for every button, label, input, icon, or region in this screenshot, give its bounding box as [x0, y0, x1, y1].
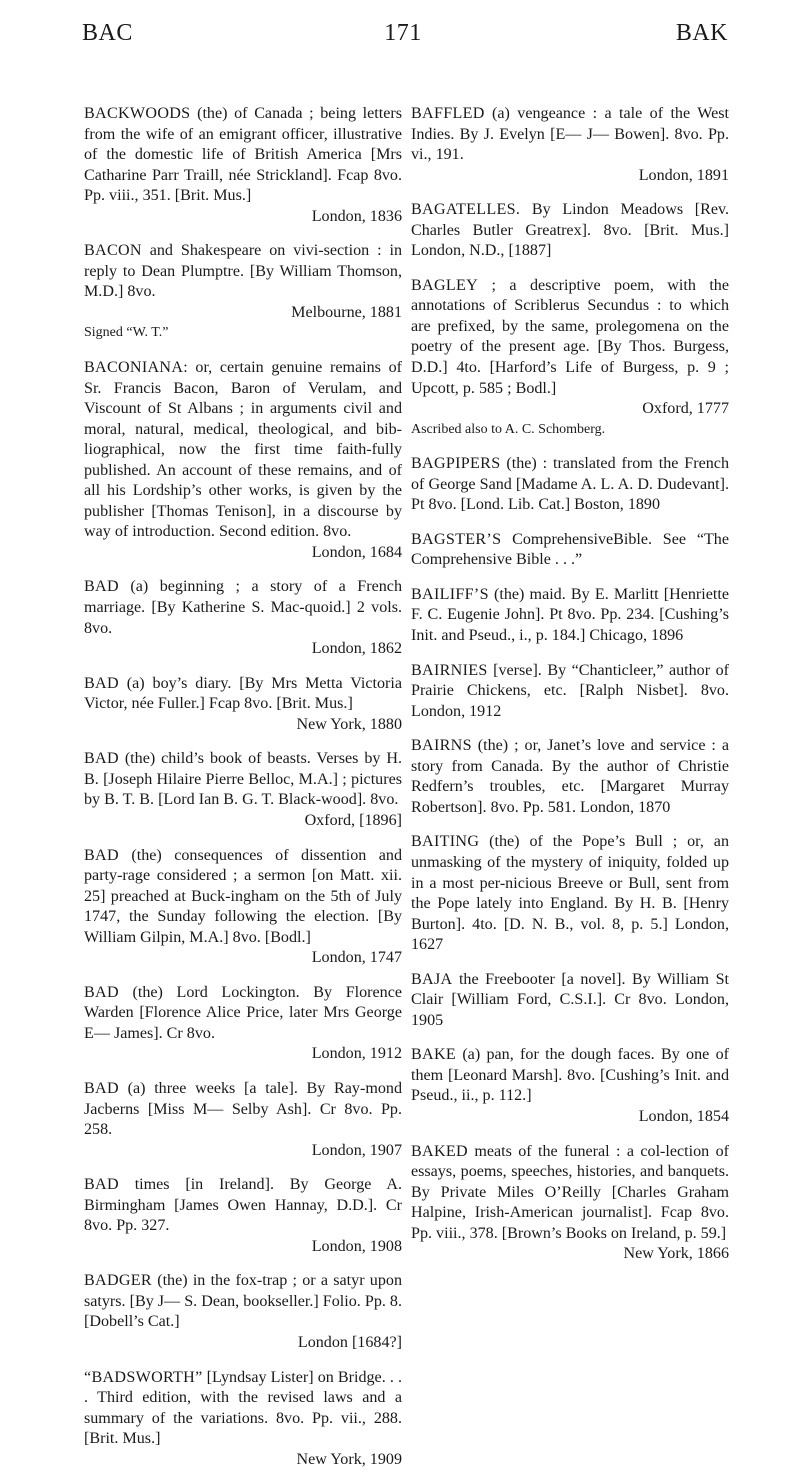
entry-imprint: Oxford, [1896] [304, 811, 402, 829]
left-column [84, 104, 402, 1484]
entry-text [84, 104, 402, 207]
bibliography-entry [411, 200, 729, 262]
entry-body: times [in Ireland]. By George A. Birmingham [James Owen Hannay, D.D.]. Cr 8vo. Pp. 327. [84, 1176, 402, 1235]
bibliography-entry [411, 970, 729, 1032]
bibliography-entry [411, 1045, 729, 1127]
entry-headword: BACONIANA [84, 359, 184, 377]
entry-body: (a) pan, for the dough faces. By one of them [Leonard Marsh]. 8vo. [Cushing’s Init. and Pseud., ii., p. 112.] [411, 1046, 729, 1105]
bibliography-entry [84, 1271, 402, 1353]
entry-headword: BAKED [411, 1142, 468, 1160]
bibliography-entry [84, 983, 402, 1065]
entry-body: (the) in the fox-trap ; or a satyr upon satyrs. [By J— S. Dean, bookseller.] Folio. Pp. 8. [Dobell’s Cat.] [84, 1272, 402, 1331]
bibliography-entry [84, 1175, 402, 1257]
entry-headword: BAIRNIES [411, 661, 488, 679]
bibliography-entry [84, 674, 402, 736]
entry-headword: BAITING [411, 833, 480, 851]
bibliography-entry [84, 358, 402, 563]
entry-headword: BAGATELLES. [411, 201, 521, 219]
entry-headword: BAJA [411, 970, 453, 988]
entry-text [411, 832, 729, 955]
bibliography-entry [411, 454, 729, 516]
running-header [78, 20, 728, 60]
entry-headword: BAGPIPERS [411, 455, 501, 473]
entry-imprint: London [1684?] [297, 1333, 402, 1351]
header-left-key: BAC [82, 20, 133, 46]
entry-body: ; a descriptive poem, with the annotations of Scriblerus Secundus : to which are prefixed, by the same, prolegomena on the poetry of the present age. [By Thos. Burgess, D.D.] 4to. [Harford’s Life of Burgess, p. 9 ; Upcott, p. 585 ; Bodl.] [411, 276, 729, 397]
entry-body: : or, certain genuine remains of Sr. Francis Bacon, Baron of Verulam, and Viscount of St Albans ; in arguments civil and moral, natural, medical, theological, and bib-liographical, now the first time faith-fully published. An account of these remains, and of all his Lordship’s other works, is given by the publisher [Thomas Tenison], in a discourse by way of introduction. Second edition. 8vo. [84, 359, 402, 541]
entry-imprint: New York, 1909 [296, 1450, 402, 1468]
entry-body: (the) : translated from the French of George Sand [Madame A. L. A. D. Dudevant]. Pt 8vo. [Lond. Lib. Cat.] Boston, 1890 [411, 455, 729, 514]
entry-headword: BADGER [84, 1272, 152, 1290]
entry-headword: “BADSWORTH” [84, 1368, 203, 1386]
entry-body: ComprehensiveBible. See “The Comprehensive Bible . . .” [411, 530, 729, 569]
entry-body: (a) vengeance : a tale of the West Indies. By J. Evelyn [E— J— Bowen]. 8vo. Pp. vi., 191. [411, 105, 729, 164]
bibliography-entry [411, 832, 729, 955]
entry-body: (the) ; or, Janet’s love and service : a story from Canada. By the author of Christie Redfern’s troubles, etc. [Margaret Murray Robertson]. 8vo. Pp. 581. London, 1870 [411, 737, 729, 816]
entry-body: (the) maid. By E. Marlitt [Henriette F. C. Eugenie John]. Pt 8vo. Pp. 234. [Cushing’s Init. and Pseud., i., p. 184.] Chicago, 1896 [411, 585, 729, 645]
bibliography-entry [411, 276, 729, 440]
entry-imprint: London, 1907 [311, 1141, 402, 1159]
entry-headword: BAD [84, 578, 119, 596]
entry-text [411, 276, 729, 399]
entry-imprint: London, 1908 [311, 1237, 402, 1255]
bibliography-entry [411, 585, 729, 647]
entry-body: (the) child’s book of beasts. Verses by H. B. [Joseph Hilaire Pierre Belloc, M.A.] ; pictures by B. T. B. [Lord Ian B. G. T. Black-wood]. 8vo. [84, 750, 402, 809]
page-number: 171 [384, 20, 422, 46]
entry-headword: BAD [84, 846, 119, 864]
entry-text [411, 1045, 729, 1107]
entry-headword: BACKWOODS [84, 105, 191, 122]
entry-text [411, 661, 729, 723]
header-right-key: BAK [675, 20, 728, 46]
entry-headword: BAD [84, 750, 119, 768]
entry-text [84, 674, 402, 715]
entry-headword: BAD [84, 674, 119, 692]
entry-body: (the) consequences of dissention and party-rage considered ; a sermon [on Matt. xii. 25] preached at Buck-ingham on the 5th of July 1747, the Sunday following the election. [By William Gilpin, M.A.] 8vo. [Bodl.] [84, 846, 402, 946]
entry-headword: BAGSTER’S [411, 530, 502, 548]
entry-text [84, 1079, 402, 1141]
entry-body: meats of the funeral : a col-lection of essays, poems, speeches, histories, and banquets. By Private Miles O’Reilly [Charles Graham Halpine, Irish-American journalist]. Fcap 8vo. Pp. viii., 378. [Brown’s Books on Ireland, p. 59.] [411, 1142, 729, 1242]
entry-headword: BAD [84, 983, 119, 1001]
entry-imprint: London, 1862 [311, 640, 402, 658]
bibliography-entry [84, 104, 402, 227]
entry-body: By Lindon Meadows [Rev. Charles Butler Greatrex]. 8vo. [Brit. Mus.] London, N.D., [1887] [411, 201, 729, 260]
entry-text [411, 454, 729, 516]
entry-headword: BAFFLED [411, 105, 485, 122]
entry-imprint: London, 1684 [311, 543, 402, 561]
entry-text [84, 983, 402, 1045]
bibliography-entry [411, 661, 729, 723]
entry-text [411, 1142, 729, 1245]
entry-imprint: London, 1836 [311, 207, 402, 225]
entry-body: (the) of Canada ; being letters from the wife of an emigrant officer, illustrative of the domestic life of British America [Mrs Catharine Parr Traill, née Strickland]. Fcap 8vo. Pp. viii., 351. [Brit. Mus.] [84, 105, 402, 205]
bibliography-entry [84, 1368, 402, 1471]
entry-text [84, 577, 402, 639]
entry-body: [verse]. By “Chanticleer,” author of Prairie Chickens, etc. [Ralph Nisbet]. 8vo. London, 1912 [411, 661, 729, 720]
bibliography-entry [84, 749, 402, 831]
entry-text [84, 358, 402, 543]
entry-body: (a) beginning ; a story of a French marriage. [By Katherine S. Mac-quoid.] 2 vols. 8vo. [84, 578, 402, 637]
entry-headword: BAD [84, 1176, 119, 1194]
entry-note: Signed “W. T.” [84, 325, 169, 341]
entry-headword: BAIRNS [411, 737, 472, 755]
entry-text [411, 585, 729, 647]
entry-imprint: London, 1912 [311, 1045, 402, 1063]
bibliography-entry [84, 846, 402, 969]
bibliography-entry [411, 736, 729, 818]
entry-text [411, 104, 729, 166]
entry-body: (the) of the Pope’s Bull ; or, an unmasking of the mystery of iniquity, folded up in a most per-nicious Breeve or Bull, sent from the Pope lately into England. By H. B. [Henry Burton]. 4to. [D. N. B., vol. 8, p. 5.] London, 1627 [411, 833, 729, 954]
entry-headword: BAILIFF’S [411, 585, 489, 603]
entry-headword: BAKE [411, 1046, 457, 1064]
entry-headword: BAD [84, 1079, 119, 1097]
entry-imprint: Oxford, 1777 [642, 400, 729, 418]
entry-text [411, 970, 729, 1032]
entry-body: (a) three weeks [a tale]. By Ray-mond Jacberns [Miss M— Selby Ash]. Cr 8vo. Pp. 258. [84, 1079, 402, 1139]
bibliography-entry [411, 104, 729, 186]
entry-text [411, 530, 729, 571]
entry-imprint: New York, 1866 [623, 1245, 729, 1263]
entry-imprint: London, 1891 [638, 166, 729, 184]
entry-body: (a) boy’s diary. [By Mrs Metta Victoria Victor, née Fuller.] Fcap 8vo. [Brit. Mus.] [84, 674, 402, 713]
entry-body: the Freebooter [a novel]. By William St Clair [William Ford, C.S.I.]. Cr 8vo. London, 1905 [411, 970, 729, 1029]
bibliography-entry [411, 1142, 729, 1265]
entry-text [84, 1175, 402, 1237]
entry-imprint: New York, 1880 [296, 715, 402, 733]
entry-text [84, 846, 402, 949]
entry-body: [Lyndsay Lister] on Bridge. . . . Third edition, with the revised laws and a summary of the variations. 8vo. Pp. vii., 288. [Brit. Mus.] [84, 1368, 402, 1448]
entry-note: Ascribed also to A. C. Schomberg. [411, 421, 606, 437]
entry-text [84, 241, 402, 303]
entry-imprint: London, 1854 [638, 1107, 729, 1125]
entry-headword: BAGLEY [411, 276, 479, 294]
entry-text [84, 1368, 402, 1450]
entry-text [84, 749, 402, 811]
bibliography-entry [84, 241, 402, 344]
bibliography-entry [84, 1079, 402, 1161]
entry-imprint: London, 1747 [311, 949, 402, 967]
entry-body: (the) Lord Lockington. By Florence Warden [Florence Alice Price, later Mrs George E— James]. Cr 8vo. [84, 983, 402, 1042]
entry-body: and Shakespeare on vivi-section : in reply to Dean Plumptre. [By William Thomson, M.D.] 8vo. [84, 242, 402, 301]
right-column [411, 104, 729, 1279]
entry-text [411, 736, 729, 818]
entry-text [411, 200, 729, 262]
entry-imprint: Melbourne, 1881 [291, 303, 402, 321]
bibliography-entry [411, 530, 729, 571]
bibliography-entry [84, 577, 402, 659]
entry-headword: BACON [84, 242, 142, 260]
entry-text [84, 1271, 402, 1333]
